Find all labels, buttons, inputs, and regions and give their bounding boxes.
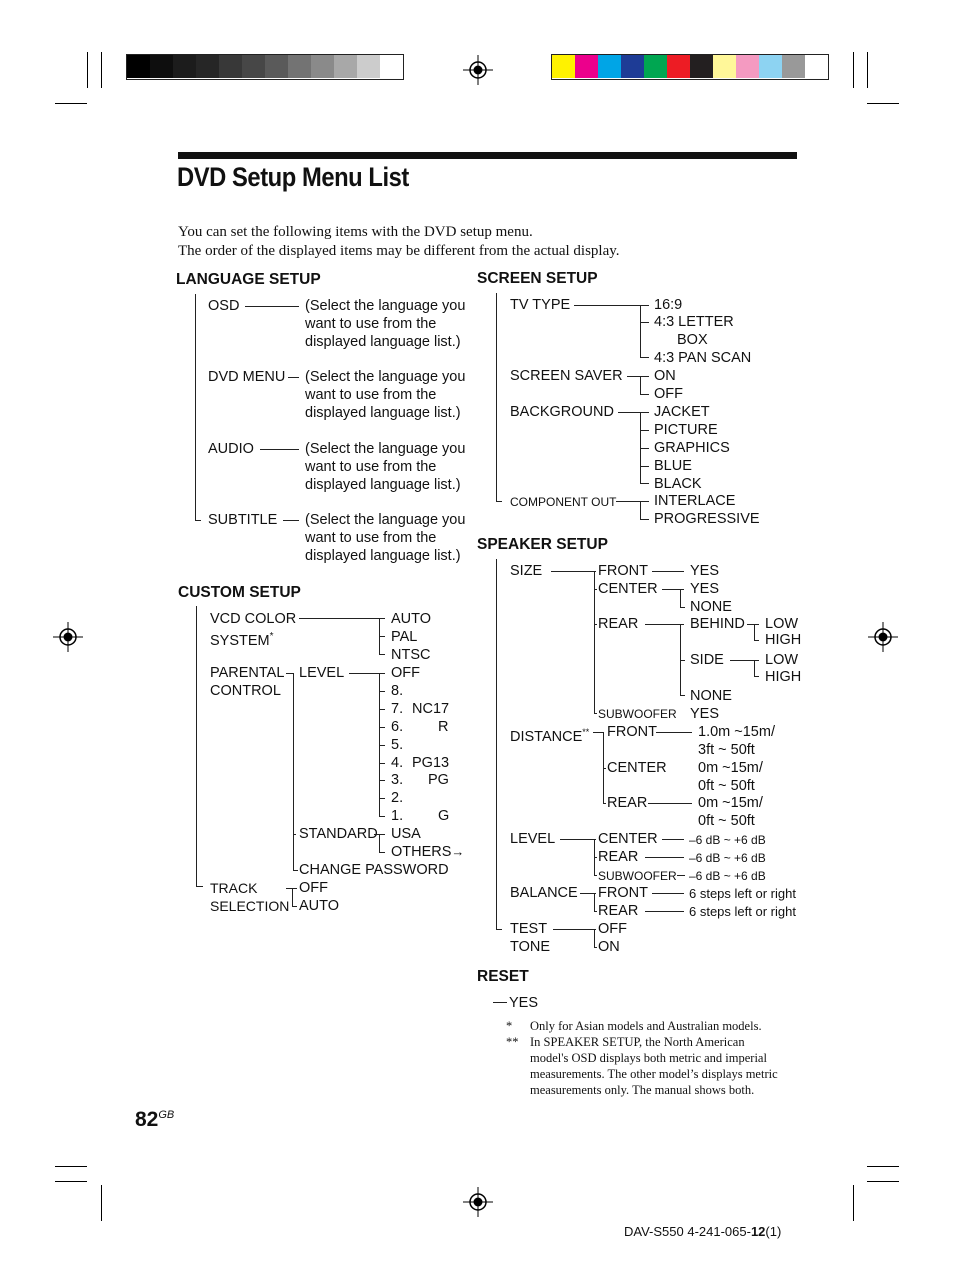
tv-type: TV TYPE <box>510 297 571 313</box>
intro-text <box>178 223 620 261</box>
distance-value: 1.0m ~15m/ <box>698 724 775 740</box>
distance-label: DISTANCE** <box>510 727 590 745</box>
arrow-right-icon: → <box>451 844 465 859</box>
color-swatch <box>334 55 357 78</box>
tone-opt: ON <box>598 939 620 955</box>
language-desc: (Select the language you want to use from the displayed language list.) <box>305 441 466 493</box>
side-opt: HIGH <box>765 669 802 685</box>
tone-opt: OFF <box>598 921 627 937</box>
size-opt: NONE <box>690 599 732 615</box>
balance-label: BALANCE <box>510 885 578 901</box>
balance-steps: 6 steps left or right <box>689 904 796 919</box>
color-swatch <box>644 55 667 78</box>
intro-line: You can set the following items with the DVD setup menu. <box>178 224 533 240</box>
comp-opt: INTERLACE <box>654 493 736 509</box>
grayscale-bar <box>126 54 404 80</box>
color-swatch <box>242 55 265 78</box>
custom-setup-heading: CUSTOM SETUP <box>178 584 301 601</box>
registration-mark-icon <box>463 55 493 85</box>
color-swatch <box>575 55 598 78</box>
color-swatch <box>598 55 621 78</box>
size-label: SIZE <box>510 563 543 579</box>
distance-front: FRONT <box>607 724 657 740</box>
crop-mark <box>867 52 868 88</box>
level-opt: OFF <box>391 665 420 681</box>
registration-mark-icon <box>53 622 83 652</box>
crop-mark <box>101 52 102 88</box>
screen-setup-heading: SCREEN SETUP <box>477 270 598 287</box>
distance-center: CENTER <box>607 760 667 776</box>
distance-value: 3ft ~ 50ft <box>698 742 755 758</box>
behind-opt: LOW <box>765 616 799 632</box>
color-swatch <box>690 55 713 78</box>
tv-opt: 4:3 LETTER <box>654 314 734 330</box>
distance-value: 0ft ~ 50ft <box>698 778 755 794</box>
crop-mark <box>853 52 854 88</box>
color-swatch <box>736 55 759 78</box>
footnote-1: Only for Asian models and Australian models. <box>530 1019 762 1033</box>
level-subwoofer: SUBWOOFER <box>598 869 677 883</box>
color-swatch <box>265 55 288 78</box>
speaker-level-label: LEVEL <box>510 831 556 847</box>
color-swatch <box>357 55 380 78</box>
level-rating: NC17 <box>412 701 450 717</box>
size-center: CENTER <box>598 581 658 597</box>
reset-yes: YES <box>509 995 539 1011</box>
rear-opt: NONE <box>690 688 732 704</box>
db-range: –6 dB ~ +6 dB <box>689 833 766 847</box>
size-opt: YES <box>690 563 720 579</box>
color-swatch <box>380 55 403 78</box>
page-title: DVD Setup Menu List <box>177 162 409 192</box>
color-swatch <box>288 55 311 78</box>
behind-opt: HIGH <box>765 632 802 648</box>
color-swatch <box>173 55 196 78</box>
registration-mark-icon <box>463 1187 493 1217</box>
color-swatch <box>621 55 644 78</box>
title-rule <box>178 152 797 159</box>
db-range: –6 dB ~ +6 dB <box>689 851 766 865</box>
color-swatch <box>667 55 690 78</box>
language-item-dvd-menu: DVD MENU <box>208 369 286 385</box>
track-opt: OFF <box>299 880 328 896</box>
db-range: –6 dB ~ +6 dB <box>689 869 766 883</box>
vcd-opt: PAL <box>391 629 418 645</box>
vcd-color-system: VCD COLOR <box>210 611 297 627</box>
size-front: FRONT <box>598 563 648 579</box>
crop-mark <box>87 52 88 88</box>
model-code: DAV-S550 4-241-065-12(1) <box>624 1224 782 1239</box>
bg-opt: BLACK <box>654 476 702 492</box>
color-swatch <box>150 55 173 78</box>
tv-opt: BOX <box>677 332 708 348</box>
intro-line: The order of the displayed items may be different from the actual display. <box>178 243 620 259</box>
color-swatch <box>782 55 805 78</box>
distance-value: 0m ~15m/ <box>698 795 763 811</box>
language-item-subtitle: SUBTITLE <box>208 512 278 528</box>
level-opt: 7. <box>391 701 404 717</box>
level-rear: REAR <box>598 849 639 865</box>
color-swatch <box>552 55 575 78</box>
level-opt: 1. <box>391 808 404 824</box>
component-out: COMPONENT OUT <box>510 495 617 509</box>
vcd-color-system-2: SYSTEM* <box>210 631 274 649</box>
test-tone-label: TEST <box>510 921 548 937</box>
vcd-opt: NTSC <box>391 647 431 663</box>
level-rating: PG13 <box>412 755 450 771</box>
size-opt: YES <box>690 581 720 597</box>
level-opt: 5. <box>391 737 404 753</box>
language-item-osd: OSD <box>208 298 240 314</box>
test-tone-label-2: TONE <box>510 939 551 955</box>
vcd-opt: AUTO <box>391 611 432 627</box>
level-center: CENTER <box>598 831 658 847</box>
balance-front: FRONT <box>598 885 648 901</box>
level-label: LEVEL <box>299 665 345 681</box>
level-rating: G <box>438 808 450 824</box>
color-swatch <box>713 55 736 78</box>
parental-control-2: CONTROL <box>210 683 281 699</box>
crop-mark <box>101 1185 102 1221</box>
crop-mark <box>867 1181 899 1182</box>
color-swatch <box>759 55 782 78</box>
tv-opt: 16:9 <box>654 297 683 313</box>
level-rating: PG <box>428 772 449 788</box>
bg-opt: GRAPHICS <box>654 440 730 456</box>
rear-side: SIDE <box>690 652 724 668</box>
size-rear: REAR <box>598 616 639 632</box>
language-desc: (Select the language you want to use from the displayed language list.) <box>305 512 466 564</box>
color-swatch <box>127 55 150 78</box>
change-password: CHANGE PASSWORD <box>299 862 449 878</box>
color-swatch <box>196 55 219 78</box>
registration-mark-icon <box>868 622 898 652</box>
color-swatch <box>219 55 242 78</box>
tv-opt: 4:3 PAN SCAN <box>654 350 752 366</box>
saver-opt: OFF <box>654 386 683 402</box>
track-selection: TRACK <box>210 880 258 896</box>
bg-opt: JACKET <box>654 404 710 420</box>
level-opt: 2. <box>391 790 404 806</box>
level-opt: 4. <box>391 755 404 771</box>
screen-saver: SCREEN SAVER <box>510 368 623 384</box>
color-bar <box>551 54 829 80</box>
crop-mark <box>55 1181 87 1182</box>
crop-mark <box>55 103 87 104</box>
language-desc: (Select the language you want to use from the displayed language list.) <box>305 369 466 421</box>
balance-steps: 6 steps left or right <box>689 886 796 901</box>
level-opt: 3. <box>391 772 404 788</box>
language-desc: (Select the language you want to use from the displayed language list.) <box>305 298 466 350</box>
rear-behind: BEHIND <box>690 616 745 632</box>
side-opt: LOW <box>765 652 799 668</box>
size-opt: YES <box>690 706 720 722</box>
page-number: $82^{GB}$ <box>135 1108 175 1131</box>
distance-value: 0m ~15m/ <box>698 760 763 776</box>
parental-control: PARENTAL <box>210 665 285 681</box>
standard-opt: OTHERS→ <box>391 844 465 860</box>
balance-rear: REAR <box>598 903 639 919</box>
bg-opt: PICTURE <box>654 422 718 438</box>
bg-opt: BLUE <box>654 458 692 474</box>
level-opt: 8. <box>391 683 404 699</box>
language-setup-heading: LANGUAGE SETUP <box>176 271 321 288</box>
speaker-setup-heading: SPEAKER SETUP <box>477 536 608 553</box>
size-subwoofer: SUBWOOFER <box>598 707 677 721</box>
crop-mark <box>55 1166 87 1167</box>
color-swatch <box>311 55 334 78</box>
comp-opt: PROGRESSIVE <box>654 511 760 527</box>
footnote-marker: ** <box>506 1035 519 1049</box>
language-item-audio: AUDIO <box>208 441 254 457</box>
standard-opt: USA <box>391 826 421 842</box>
crop-mark <box>867 1166 899 1167</box>
crop-mark <box>867 103 899 104</box>
track-opt: AUTO <box>299 898 340 914</box>
background: BACKGROUND <box>510 404 614 420</box>
saver-opt: ON <box>654 368 676 384</box>
distance-rear: REAR <box>607 795 648 811</box>
reset-heading: RESET <box>477 968 529 985</box>
footnote-marker: * <box>506 1019 513 1033</box>
standard-label: STANDARD <box>299 826 378 842</box>
distance-value: 0ft ~ 50ft <box>698 813 755 829</box>
footnote-2: In SPEAKER SETUP, the North American model's OSD displays both metric and imperial measurements. The other model’s displays metric measurements only. The manual shows both. <box>530 1035 778 1097</box>
level-opt: 6. <box>391 719 404 735</box>
track-selection-2: SELECTION <box>210 898 290 914</box>
level-rating: R <box>438 719 449 735</box>
crop-mark <box>853 1185 854 1221</box>
